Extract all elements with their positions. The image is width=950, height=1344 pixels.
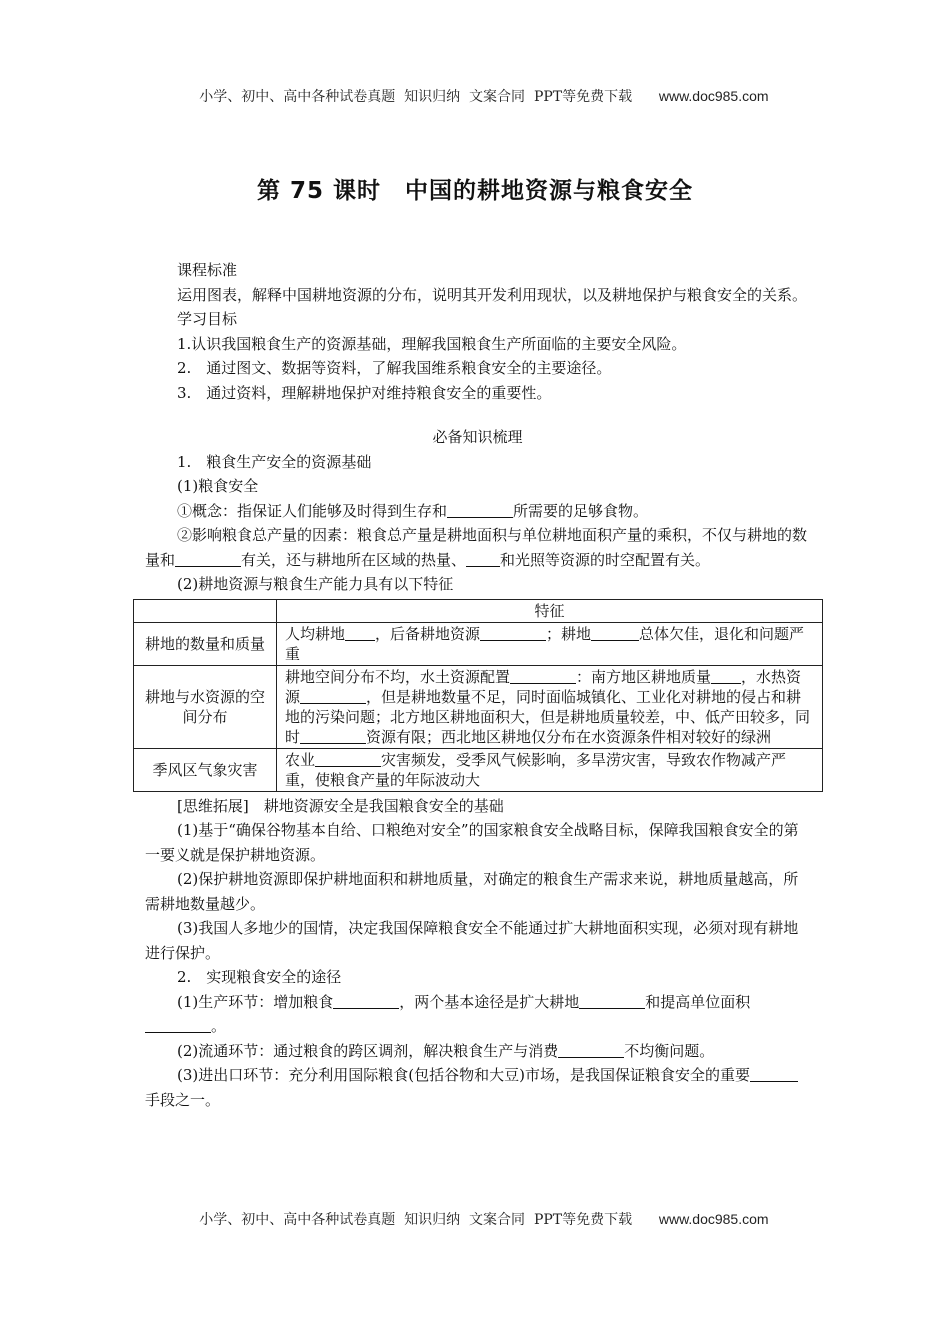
factor-paragraph [145, 523, 810, 572]
production-paragraph [145, 990, 810, 1039]
part1-sub2: (2)耕地资源与粮食生产能力具有以下特征 [177, 575, 454, 593]
trade-text-b: 手段之一。 [145, 1090, 221, 1109]
blank [315, 751, 381, 767]
extension-p1: (1)基于“确保谷物基本自给、口粮绝对安全”的国家粮食安全战略目标，保障我国粮食安全的第一要义就是保护耕地资源。 [145, 821, 799, 864]
blank [591, 625, 639, 641]
row2-text-b: ：南方地区耕地质量 [576, 667, 712, 686]
part1-heading: 1. 粮食生产安全的资源基础 [177, 452, 372, 471]
header-url[interactable]: www.doc985.com [658, 88, 769, 104]
circ-text-b: 不均衡问题。 [624, 1041, 715, 1060]
extension-p3: (3)我国人多地少的国情，决定我国保障粮食安全不能通过扩大耕地面积实现，必须对现有耕地进行保护。 [145, 919, 799, 962]
prod-text-c: 和提高单位面积 [645, 992, 751, 1011]
blank [510, 668, 576, 684]
trade-text-a: (3)进出口环节：充分利用国际粮食(包括谷物和大豆)市场，是我国保证粮食安全的重要 [177, 1066, 750, 1084]
row3-text-b: 灾害频发，受季风气候影响，多旱涝灾害，导致农作物减产严重，使粮食产量的年际波动大 [285, 750, 787, 789]
standard-text: 运用图表，解释中国耕地资源的分布，说明其开发利用现状，以及耕地保护与粮食安全的关系。 [177, 285, 808, 304]
row3-text-a: 农业 [285, 750, 316, 769]
blank [750, 1066, 798, 1082]
row-label: 耕地的数量和质量 [134, 622, 277, 665]
header-banner [0, 70, 950, 122]
goal-item-3: 3. 通过资料，理解耕地保护对维持粮食安全的重要性。 [177, 383, 552, 402]
table-header-cell: 特征 [277, 599, 823, 622]
prod-text-a: (1)生产环节：增加粮食 [177, 992, 334, 1011]
row2-text-d: ，但是耕地数量不足，同时面临城镇化、工业化对耕地的侵占和耕地的污染问题；北方地区耕地面积大，但是耕地质量较差，中、低产田较多，同时 [285, 687, 811, 746]
header-banner-text: 小学、初中、高中各种试卷真题 知识归纳 文案合同 PPT等免费下载 [199, 89, 633, 105]
table-row [134, 665, 823, 748]
row1-text-d: 总体欠佳，退化和问题严重 [285, 624, 805, 663]
part2-heading: 2. 实现粮食安全的途径 [177, 968, 342, 986]
row-label: 耕地与水资源的空间分布 [134, 665, 277, 748]
concept-text-a: ①概念：指保证人们能够及时得到生存和 [177, 501, 448, 520]
footer-banner-text: 小学、初中、高中各种试卷真题 知识归纳 文案合同 PPT等免费下载 [199, 1212, 633, 1228]
circulation-paragraph [145, 1039, 810, 1064]
circ-text-a: (2)流通环节：通过粮食的跨区调剂，解决粮食生产与消费 [177, 1041, 559, 1060]
footer-url[interactable]: www.doc985.com [658, 1211, 769, 1227]
extension-p2: (2)保护耕地资源即保护耕地面积和耕地质量，对确定的粮食生产需求来说，耕地质量越高，所需耕地数量越少。 [145, 870, 799, 913]
trade-paragraph [145, 1063, 810, 1112]
factor-text-c: 和光照等资源的时空配置有关。 [500, 550, 711, 569]
concept-text-b: 所需要的足够食物。 [513, 501, 649, 520]
extension-heading: [思维拓展] 耕地资源安全是我国粮食安全的基础 [177, 796, 504, 815]
features-table [133, 599, 823, 792]
table-header-empty [134, 599, 277, 622]
prod-text-d: 。 [211, 1017, 227, 1035]
blank [711, 668, 741, 684]
row2-text-c: ，水热资源 [285, 667, 802, 706]
factor-text-a: ②影响粮食总产量的因素：粮食总产量是耕地面积与单位耕地面积产量的乘积，不仅与耕地的数量和 [145, 526, 808, 569]
row2-text-e: 资源有限；西北地区耕地仅分布在水资源条件相对较好的绿洲 [366, 727, 772, 746]
blank [175, 551, 241, 567]
row-content [277, 748, 823, 791]
row-content [277, 622, 823, 665]
blank [558, 1042, 624, 1058]
blank [579, 993, 645, 1009]
row-content [277, 665, 823, 748]
row1-text-a: 人均耕地 [285, 624, 346, 643]
blank [447, 502, 513, 518]
blank [145, 1017, 211, 1033]
footer-banner [0, 1193, 950, 1245]
row2-text-a: 耕地空间分布不均，水土资源配置 [285, 667, 511, 686]
blank [300, 688, 366, 704]
goals-heading: 学习目标 [177, 310, 238, 328]
section-title: 必备知识梳理 [432, 428, 523, 446]
concept-line [145, 499, 810, 524]
table-row [134, 748, 823, 791]
goal-item-1: 1.认识我国粮食生产的资源基础，理解我国粮食生产所面临的主要安全风险。 [177, 334, 687, 353]
blank [480, 625, 546, 641]
blank [466, 551, 500, 567]
goal-item-2: 2. 通过图文、数据等资料，了解我国维系粮食安全的主要途径。 [177, 359, 612, 377]
row-label: 季风区气象灾害 [134, 748, 277, 791]
factor-text-b: 有关，还与耕地所在区域的热量、 [241, 550, 467, 569]
blank [345, 625, 375, 641]
row1-text-b: ，后备耕地资源 [375, 624, 481, 643]
table-header-row [134, 599, 823, 622]
blank [300, 728, 366, 744]
row1-text-c: ；耕地 [546, 624, 592, 643]
standard-heading: 课程标准 [177, 261, 238, 279]
table-row [134, 622, 823, 665]
blank [333, 993, 399, 1009]
page-title: 第 75 课时 中国的耕地资源与粮食安全 [256, 178, 694, 204]
document-body [145, 258, 810, 1112]
prod-text-b: ，两个基本途径是扩大耕地 [399, 992, 580, 1011]
part1-sub1: (1)粮食安全 [177, 477, 259, 495]
